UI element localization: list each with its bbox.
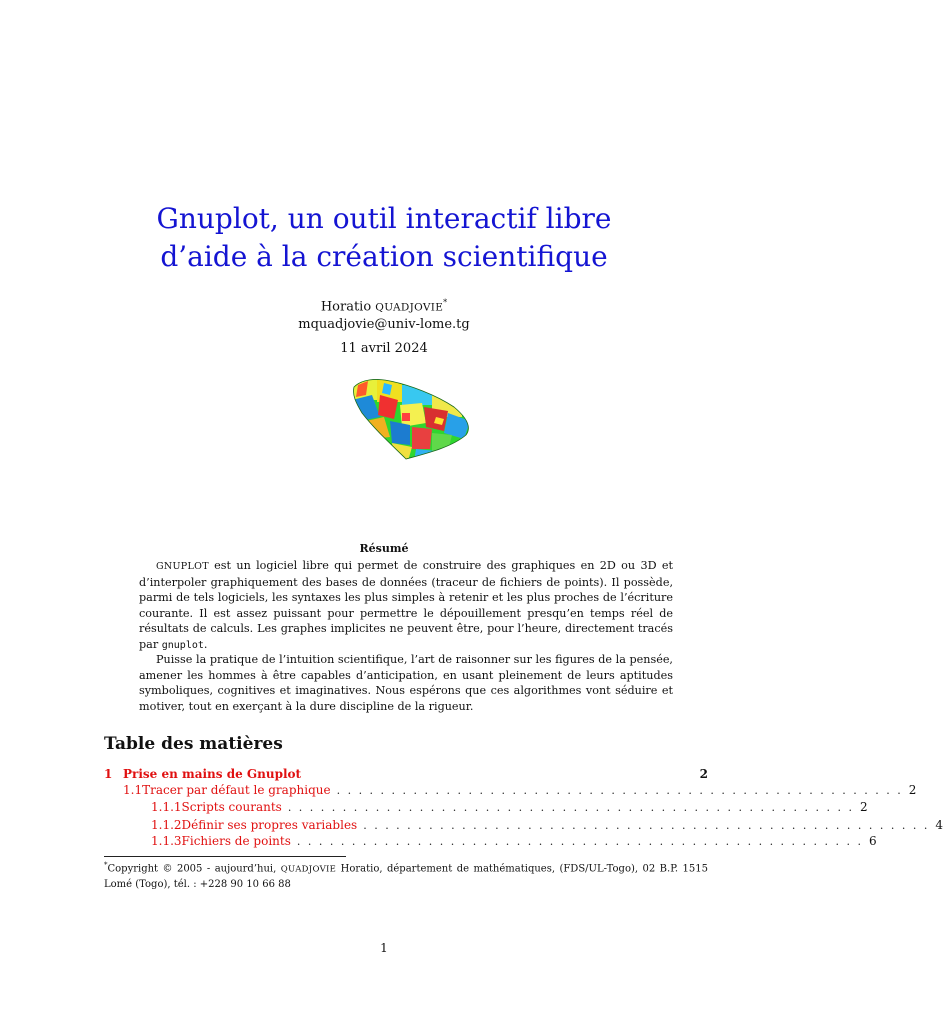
footnote bbox=[104, 858, 708, 892]
toc-entry-page: 2 bbox=[699, 767, 708, 781]
toc-entry-label[interactable]: Prise en mains de Gnuplot bbox=[123, 767, 302, 781]
abstract-text-1-end: . bbox=[203, 637, 208, 651]
toc-entry-1-1-2[interactable] bbox=[104, 818, 943, 834]
document-date: 11 avril 2024 bbox=[340, 341, 428, 356]
toc-entry-page: 6 bbox=[869, 834, 877, 848]
abstract-text-2: Puisse la pratique de l’intuition scientifique, l’art de raisonner sur les figures de la pensée, amener les hommes à être capables d’anticipation, en usant pleinement de leurs aptitudes symboliques, cognitives et imaginatives. Nous espérons que ces algorithmes vont séduire et motiver, tout en exerçant à la dure discipline de la rigueur. bbox=[139, 653, 673, 713]
toc-leader: . . . . . . . . . . . . . . . . . . . . . . . . . . . . . . . . . . . . . . . . . . . . . . . . . . . . bbox=[363, 819, 930, 832]
author-block bbox=[0, 294, 768, 334]
toc-entry-number: 1.1.1 bbox=[151, 800, 182, 814]
toc-entry-number: 1 bbox=[104, 767, 113, 781]
toc-entry-label[interactable]: Définir ses propres variables bbox=[181, 818, 358, 832]
footnote-mark: * bbox=[104, 861, 108, 869]
toc-entry-page: 2 bbox=[859, 800, 868, 814]
abstract-text-1: est un logiciel libre qui permet de construire des graphiques en 2D ou 3D et d’interpoler graphiquement des bases de données (traceur de fichiers de points). Il possède, parmi de tels logiciels, les syntaxes les plus simples à retenir et les plus proches de l’écriture courante. Il est assez puissant pour permettre le dépouillement presqu’en temps réel de résultats de calculs. Les graphes implicites ne peuvent être, pour l’heure, directement tracés par bbox=[139, 559, 673, 651]
toc-entry-page: 4 bbox=[935, 818, 943, 832]
toc-entry-number: 1.1.2 bbox=[151, 818, 182, 832]
toc-leader: . . . . . . . . . . . . . . . . . . . . . . . . . . . . . . . . . . . . . . . . . . . . . . . . . . . . bbox=[287, 801, 854, 814]
toc-entry-label[interactable]: Tracer par défaut le graphique bbox=[142, 783, 331, 797]
title-line-2: d’aide à la création scientifique bbox=[160, 240, 608, 273]
author-footnote-mark: * bbox=[443, 298, 448, 307]
footnote-text-2: Horatio, département de mathématiques, (FDS/UL-Togo), 02 B.P. 1515 Lomé (Togo), tél. : +228 90 10 66 88 bbox=[104, 863, 708, 891]
toc-heading: Table des matières bbox=[104, 734, 283, 754]
toc-entry-1[interactable] bbox=[104, 767, 708, 783]
author-email[interactable]: mquadjovie@univ-lome.tg bbox=[298, 317, 470, 333]
title-line-1: Gnuplot, un outil interactif libre bbox=[156, 202, 612, 235]
toc-leader: . . . . . . . . . . . . . . . . . . . . . . . . . . . . . . . . . . . . . . . . . . . . . . . . . . . . bbox=[336, 784, 903, 797]
author-last-name: QUADJOVIE bbox=[375, 301, 444, 314]
toc-entry-number: 1.1.3 bbox=[151, 834, 182, 848]
abstract-heading: Résumé bbox=[359, 542, 409, 555]
toc-entry-1-1-3[interactable] bbox=[104, 834, 877, 850]
document-title bbox=[0, 200, 768, 276]
surface-plot-figure bbox=[332, 355, 482, 490]
footnote-name: QUADJOVIE bbox=[280, 864, 337, 875]
toc-entry-1-1-1[interactable] bbox=[104, 800, 868, 816]
toc-entry-number: 1.1 bbox=[123, 783, 143, 797]
toc-entry-label[interactable]: Fichiers de points bbox=[181, 834, 291, 848]
author-first-name: Horatio bbox=[320, 299, 372, 315]
toc-entry-page: 2 bbox=[908, 783, 917, 797]
page-number: 1 bbox=[380, 941, 388, 955]
gnuplot-code: gnuplot bbox=[161, 639, 204, 651]
toc-leader: . . . . . . . . . . . . . . . . . . . . . . . . . . . . . . . . . . . . . . . . . . . . . . . . . . . . bbox=[296, 835, 864, 848]
toc-entry-label[interactable]: Scripts courants bbox=[181, 800, 282, 814]
footnote-rule bbox=[104, 856, 346, 857]
gnuplot-name: GNUPLOT bbox=[156, 561, 209, 572]
toc-entry-1-1[interactable] bbox=[104, 783, 917, 799]
abstract-paragraph-2 bbox=[139, 652, 673, 714]
footnote-text-1: Copyright © 2005 - aujourd’hui, bbox=[107, 863, 281, 875]
abstract-paragraph-1 bbox=[139, 558, 673, 654]
